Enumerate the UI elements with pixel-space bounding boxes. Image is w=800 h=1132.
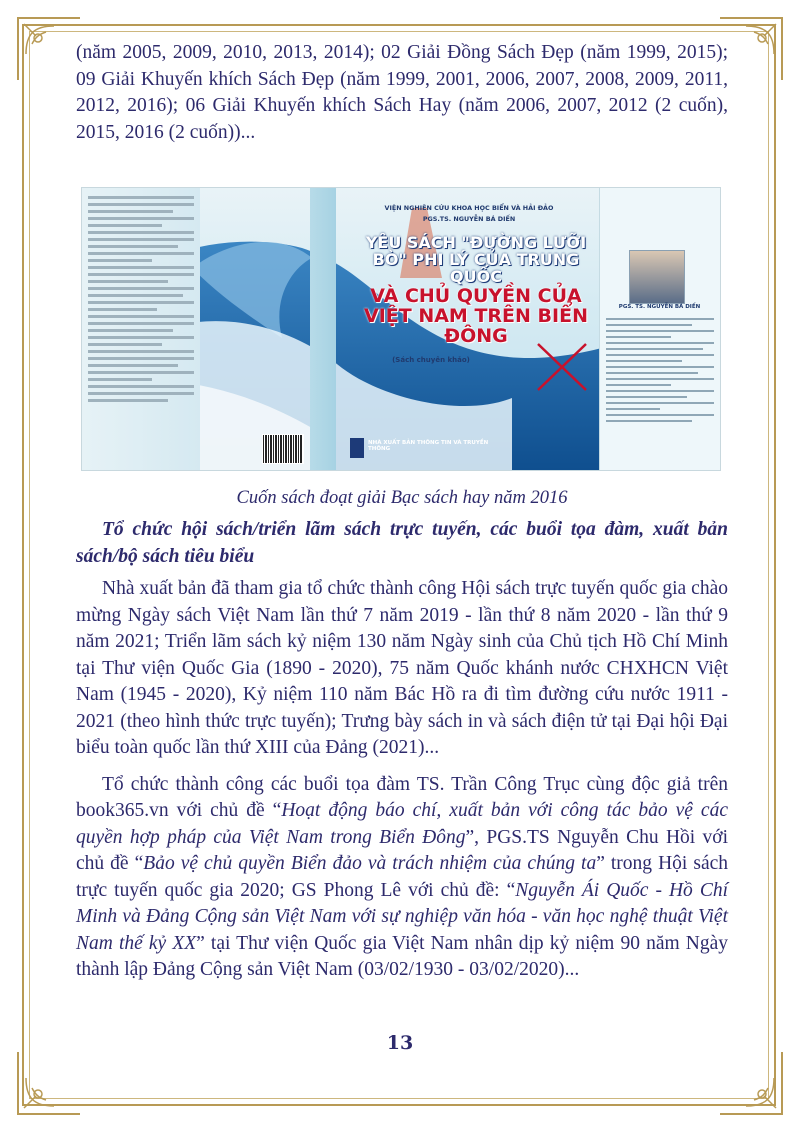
cover-title-line2: VÀ CHỦ QUYỀN CỦA VIỆT NAM TRÊN BIỂN ĐÔNG — [364, 285, 588, 347]
red-x-mark-icon — [532, 338, 592, 396]
book-spine — [310, 188, 336, 470]
paragraph-2-topic-2: Bảo vệ chủ quyền Biển đảo và trách nhiệm của chúng ta — [143, 853, 597, 874]
flap-text-lines — [606, 318, 714, 426]
cover-subtitle: (Sách chuyên khảo) — [392, 356, 470, 364]
image-caption: Cuốn sách đoạt giải Bạc sách hay năm 2016 — [236, 488, 568, 508]
section-heading: Tổ chức hội sách/triển lãm sách trực tuyến, các buổi tọa đàm, xuất bản sách/bộ sách tiêu biểu — [76, 519, 728, 567]
body-block — [76, 517, 728, 984]
paragraph-1: Nhà xuất bản đã tham gia tổ chức thành công Hội sách trực tuyến quốc gia chào mừng Ngày sách Việt Nam lần thứ 7 năm 2019 - lần thứ 8 năm 2020 - lần thứ 9 năm 2021; Triển lãm sách kỷ niệm 130 năm Ngày sinh của Chủ tịch Hồ Chí Minh tại Thư viện Quốc Gia (1890 - 2020), 75 năm Quốc khánh nước CHXHCN Việt Nam (1945 - 2020), Kỷ niệm 110 năm Bác Hồ ra đi tìm đường cứu nước 1911 - 2021 (theo hình thức trực tuyến); Trưng bày sách in và sách điện tử tại Đại hội Đại biểu toàn quốc lần thứ XIII của Đảng (2021)... — [76, 578, 728, 758]
intro-paragraph: (năm 2005, 2009, 2010, 2013, 2014); 02 Giải Đồng Sách Đẹp (năm 1999, 2015); 09 Giải Khuyến khích Sách Đẹp (năm 1999, 2001, 2006, 2007, 2008, 2009, 2011, 2012, 2016); 06 Giải Khuyến khích Sách Hay (năm 2006, 2007, 2012 (2 cuốn), 2015, 2016 (2 cuốn))... — [76, 42, 728, 143]
page-number: 13 — [386, 1032, 414, 1054]
corner-ornament — [14, 14, 84, 84]
cover-title-line1: YÊU SÁCH "ĐƯỜNG LƯỠI BÒ" PHI LÝ CỦA TRUNG QUỐC — [365, 233, 587, 286]
book-cover-image — [82, 188, 720, 470]
flap-author-name: PGS. TS. NGUYỄN BÁ DIẾN — [618, 304, 701, 310]
paragraph-2-topic-1: Hoạt động báo chí, xuất bản với công tác bảo vệ các quyền hợp pháp của Việt Nam trong Biển Đông — [76, 800, 728, 848]
publisher-logo-icon — [350, 438, 364, 458]
intro-block — [76, 40, 728, 146]
corner-ornament — [14, 1048, 84, 1118]
cover-author: PGS.TS. NGUYỄN BÁ DIẾN — [422, 215, 516, 223]
paragraph-2-text-4: ” tại Thư viện Quốc gia Việt Nam nhân dịp kỷ niệm 90 năm Ngày thành lập Đảng Cộng sản Việt Nam (03/02/1930 - 03/02/2020)... — [76, 932, 729, 980]
author-photo — [629, 250, 685, 304]
paragraph-2-topic-3: Nguyễn Ái Quốc - Hồ Chí Minh và Đảng Cộng sản Việt Nam với sự nghiệp văn hóa - văn học nghệ thuật Việt Nam thế kỷ XX — [76, 879, 728, 954]
paragraph-2-text-1: Tổ chức thành công các buổi tọa đàm TS. Trần Công Trục cùng độc giả trên book365.vn với chủ đề “ — [76, 773, 728, 821]
barcode — [262, 434, 304, 464]
corner-ornament — [716, 1048, 786, 1118]
paragraph-2-text-3: ” trong Hội sách trực tuyến quốc gia 2020; GS Phong Lê với chủ đề: “ — [76, 853, 729, 901]
paragraph-2-text-2: ”, PGS.TS Nguyễn Chu Hồi với chủ đề “ — [76, 826, 728, 874]
back-cover-panel — [82, 188, 200, 470]
paragraph-2 — [76, 772, 728, 984]
cover-institute: VIỆN NGHIÊN CỨU KHOA HỌC BIỂN VÀ HẢI ĐẢO — [384, 204, 554, 212]
cover-publisher: NHÀ XUẤT BẢN THÔNG TIN VÀ TRUYỀN THÔNG — [368, 440, 489, 452]
